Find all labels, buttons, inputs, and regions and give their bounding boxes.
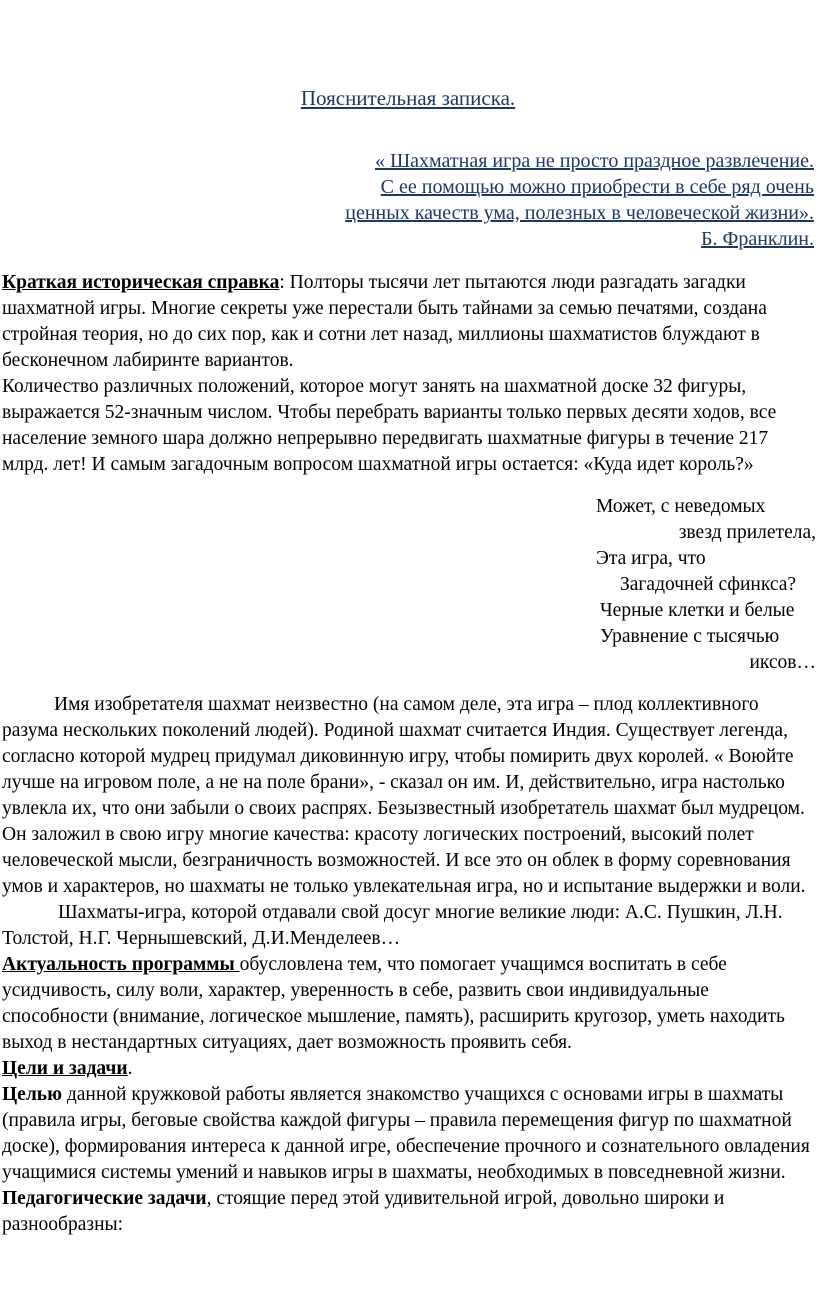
epigraph: [254, 148, 814, 252]
poem-line: иксов…: [749, 652, 816, 673]
poem-line: Может, с неведомых: [596, 496, 766, 517]
epigraph-line: ценных качеств ума, полезных в человеческой жизни».: [345, 202, 814, 224]
aim-paragraph: [2, 1082, 814, 1186]
history-heading: Краткая историческая справка: [2, 272, 280, 293]
epigraph-line: С ее помощью можно приобрести в себе ряд очень: [380, 176, 814, 198]
poem-line: Эта игра, что: [596, 548, 706, 569]
epigraph-line: « Шахматная игра не просто праздное развлечение.: [374, 150, 814, 172]
aim-heading: Целью: [2, 1084, 62, 1105]
relevance-text: обусловлена тем, что помогает учащимся воспитать в себе усидчивость, силу воли, характер, уверенность в себе, развить свои индивидуальные способности (внимание, логическое мышление, память), расширить кругозор, уметь находить выход в нестандартных ситуациях, дает возможность проявить себя.: [2, 954, 785, 1053]
goals-paragraph: [2, 1056, 814, 1082]
main-section: [2, 692, 814, 1238]
poem-line: Черные клетки и белые: [600, 600, 795, 621]
poem: [596, 494, 816, 676]
poem-line: звезд прилетела,: [678, 522, 816, 543]
tasks-paragraph: [2, 1186, 814, 1238]
history-text: : Полторы тысячи лет пытаются люди разгадать загадки шахматной игры. Многие секреты уже перестали быть тайнами за семью печатями, создана стройная теория, но до сих пор, как и сотни лет назад, миллионы шахматистов блуждают в бесконечном лабиринте вариантов.: [2, 272, 767, 371]
history-paragraph-2: Количество различных положений, которое могут занять на шахматной доске 32 фигуры, выражается 52-значным числом. Чтобы перебрать варианты только первых десяти ходов, все население земного шара должно непрерывно передвигать шахматные фигуры в течение 217 млрд. лет! И самым загадочным вопросом шахматной игры остается: «Куда идет король?»: [2, 376, 777, 475]
tasks-heading: Педагогические задачи: [2, 1188, 207, 1209]
epigraph-author: Б. Франклин.: [701, 228, 814, 250]
tasks-text: , стоящие перед этой удивительной игрой, довольно широки и разнообразны:: [2, 1188, 725, 1235]
great-people-paragraph: Шахматы-игра, которой отдавали свой досуг многие великие люди: А.С. Пушкин, Л.Н. Толстой, Н.Г. Чернышевский, Д.И.Менделеев…: [2, 902, 783, 949]
aim-text: данной кружковой работы является знакомство учащихся с основами игры в шахматы (правила игры, беговые свойства каждой фигуры – правила перемещения фигур по шахматной доске), формирования интереса к данной игре, обеспечение прочного и сознательного овладения учащимися системы умений и навыков игры в шахматы, необходимых в повседневной жизни.: [2, 1084, 810, 1183]
poem-line: Уравнение с тысячью: [600, 626, 780, 647]
inventor-paragraph: Имя изобретателя шахмат неизвестно (на самом деле, эта игра – плод коллективного разума нескольких поколений людей). Родиной шахмат считается Индия. Существует легенда, согласно которой мудрец придумал диковинную игру, чтобы помирить двух королей. « Воюйте лучше на игровом поле, а не на поле брани», - сказал он им. И, действительно, игра настолько увлекла их, что они забыли о своих распрях. Безызвестный изобретатель шахмат был мудрецом. Он заложил в свою игру многие качества: красоту логических построений, высокий полет человеческой мысли, безграничность возможностей. И все это он облек в форму соревнования умов и характеров, но шахматы не только увлекательная игра, но и испытание выдержки и воли.: [2, 694, 806, 897]
goals-suffix: .: [127, 1058, 133, 1079]
relevance-paragraph: [2, 952, 814, 1056]
page-title: Пояснительная записка.: [300, 86, 516, 110]
poem-line: Загадочней сфинкса?: [620, 574, 797, 595]
history-paragraph: [2, 270, 814, 374]
history-section: [2, 270, 814, 478]
relevance-heading: Актуальность программы: [2, 954, 240, 975]
goals-heading: Цели и задачи: [2, 1058, 128, 1079]
